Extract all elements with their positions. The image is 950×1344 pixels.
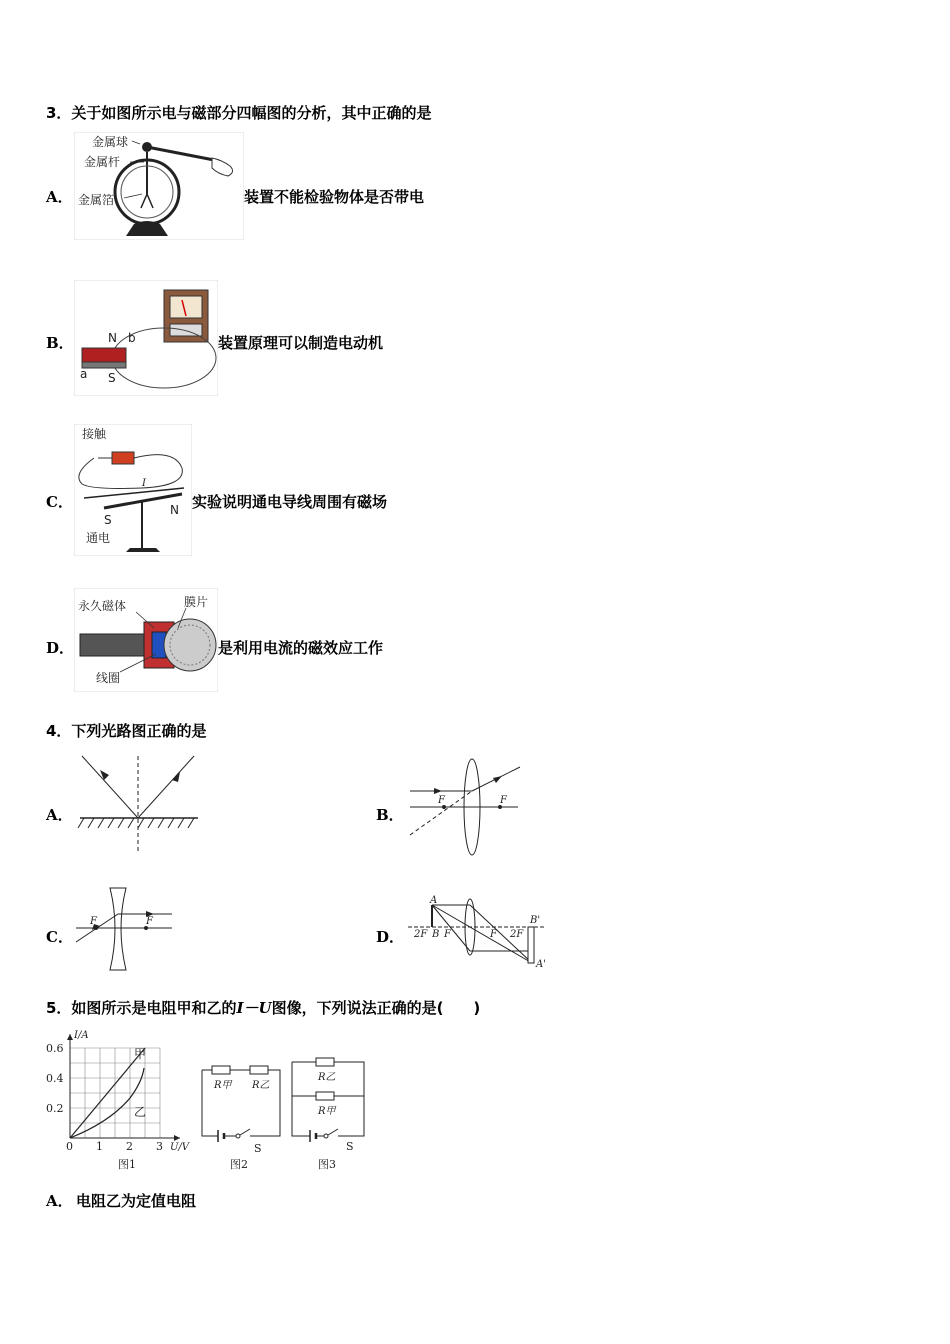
label-f-right: F (490, 929, 497, 940)
question-4-stem: 4．下列光路图正确的是 (46, 722, 207, 740)
q3-option-d-letter: D． (46, 639, 75, 657)
label-focus-left: F (438, 795, 445, 806)
label-metal-ball: 金属球 (92, 135, 129, 149)
label-permanent-magnet: 永久磁体 (78, 599, 127, 613)
oersted-figure (74, 424, 192, 556)
question-5-stem (46, 997, 480, 1018)
q3-option-d-text: 是利用电流的磁效应工作 (218, 639, 384, 657)
x-tick-0: 0 (66, 1140, 73, 1153)
label-focus-right: F (146, 916, 153, 927)
q4-option-c-letter: C． (46, 928, 73, 946)
label-f-left: F (444, 929, 451, 940)
circuit2-caption: 图2 (230, 1158, 248, 1171)
q3-option-c-text: 实验说明通电导线周围有磁场 (192, 493, 388, 511)
label-2f-left: 2F (414, 929, 428, 940)
q4-option-d-letter: D． (376, 928, 405, 946)
label-r-yi: R乙 (318, 1072, 336, 1083)
y-tick-0.2: 0.2 (46, 1102, 64, 1115)
y-axis-label: I/A (74, 1030, 89, 1041)
circuit3-caption: 图3 (318, 1158, 336, 1171)
label-focus-right: F (500, 795, 507, 806)
label-metal-rod: 金属杆 (84, 155, 121, 169)
x-tick-2: 2 (126, 1140, 133, 1153)
label-r-jia: R甲 (318, 1106, 336, 1117)
label-switch: S (346, 1140, 354, 1153)
x-axis-label: U/V (170, 1142, 190, 1153)
curve-label-yi: 乙 (134, 1105, 147, 1119)
label-energized: 通电 (86, 531, 111, 545)
electroscope-figure (74, 132, 244, 240)
series-circuit-figure (196, 1056, 286, 1174)
microphone-figure (74, 588, 218, 692)
label-s-pole: S (108, 371, 116, 385)
label-b-prime: B' (530, 915, 541, 926)
label-r-yi: R乙 (252, 1080, 270, 1091)
q3-option-b-text: 装置原理可以制造电动机 (218, 334, 384, 352)
label-coil: 线圈 (96, 671, 121, 685)
y-tick-0.6: 0.6 (46, 1042, 64, 1055)
question-3-stem: 3．关于如图所示电与磁部分四幅图的分析，其中正确的是 (46, 104, 432, 122)
label-2f-right: 2F (510, 929, 524, 940)
x-tick-3: 3 (156, 1140, 163, 1153)
q3-option-a-text: 装置不能检验物体是否带电 (244, 188, 425, 206)
generator-figure (74, 280, 218, 396)
image-formation-diagram (404, 893, 550, 973)
q5-option-a-letter: A． (46, 1192, 73, 1210)
graph-caption: 图1 (118, 1158, 136, 1171)
curve-label-jia: 甲 (134, 1047, 147, 1061)
label-s: S (104, 513, 112, 527)
q3-option-c-letter: C． (46, 493, 73, 511)
convex-lens-diagram (404, 755, 524, 861)
label-contact: 接触 (82, 427, 107, 441)
parallel-circuit-figure (286, 1054, 370, 1174)
label-b: B (432, 929, 440, 940)
reflection-diagram (74, 750, 204, 858)
label-a-prime: A' (536, 959, 546, 970)
q5-stem-suffix: 图像，下列说法正确的是( ) (271, 999, 481, 1017)
label-focus-left: F (90, 916, 97, 927)
label-a: A (430, 895, 438, 906)
concave-lens-diagram (74, 884, 174, 974)
q3-option-a-letter: A． (46, 188, 73, 206)
label-current: I (142, 478, 146, 489)
q3-option-b-letter: B． (46, 334, 74, 352)
label-n-pole: N (108, 331, 117, 345)
q4-option-b-letter: B． (376, 806, 404, 824)
label-metal-foil: 金属箔 (78, 193, 115, 207)
label-a: a (80, 367, 88, 381)
label-diaphragm: 膜片 (184, 595, 209, 609)
iu-graph-figure (40, 1026, 200, 1176)
y-tick-0.4: 0.4 (46, 1072, 64, 1085)
q5-stem-math: I－U (236, 999, 272, 1017)
label-switch: S (254, 1142, 262, 1155)
q5-option-a-text: 电阻乙为定值电阻 (76, 1192, 197, 1210)
x-tick-1: 1 (96, 1140, 103, 1153)
label-r-jia: R甲 (214, 1080, 232, 1091)
q5-stem-prefix: 5．如图所示是电阻甲和乙的 (46, 999, 237, 1017)
label-n: N (170, 503, 179, 517)
label-b: b (128, 331, 136, 345)
q4-option-a-letter: A． (46, 806, 73, 824)
